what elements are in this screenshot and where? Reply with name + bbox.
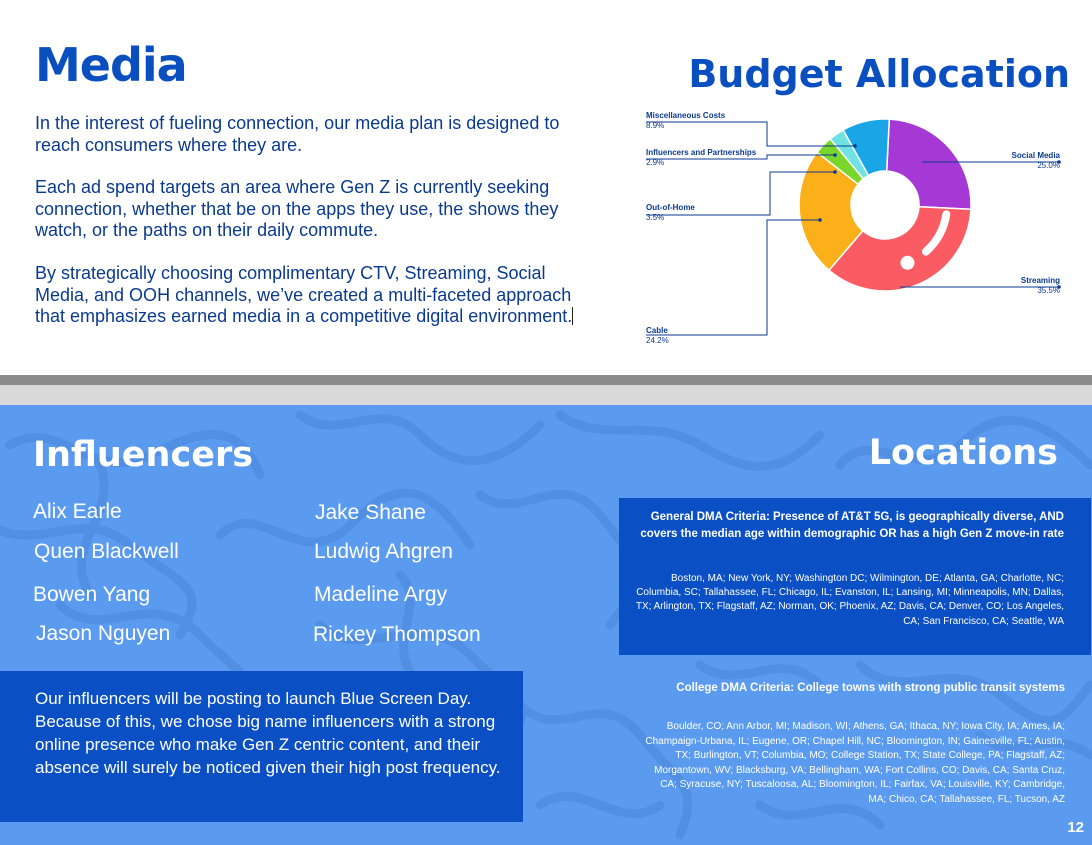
media-paragraph-3 — [35, 263, 583, 328]
section-gap — [0, 385, 1092, 405]
influencer-name: Alix Earle — [33, 500, 122, 523]
donut-highlight-dot — [900, 256, 914, 270]
label-cable-pct: 24.2% — [646, 336, 669, 345]
general-dma-locations: Boston, MA; New York, NY; Washington DC; Wilmington, DE; Atlanta, GA; Charlotte, NC; Columbia, SC; Tallahassee, FL; Chicago, IL; Evanston, IL; Lansing, MI; Minneapolis, MN; Dallas, TX; Arlington, TX; Flagstaff, AZ; Norman, OK; Phoenix, AZ; Davis, CA; Denver, CO; Los Angeles, CA; San Francisco, CA; Seattle, WA — [635, 573, 1064, 627]
leader-line-cable — [646, 220, 820, 335]
label-cable — [646, 326, 669, 346]
label-misc-name: Miscellaneous Costs — [646, 111, 726, 120]
label-streaming — [960, 276, 1060, 296]
section-divider — [0, 375, 1092, 385]
label-misc — [646, 111, 725, 131]
label-misc-pct: 8.9% — [646, 121, 665, 130]
influencer-name: Ludwig Ahgren — [314, 540, 453, 563]
label-streaming-pct: 35.5% — [1037, 286, 1060, 295]
influencer-name: Bowen Yang — [33, 583, 151, 606]
donut-slice-social-media — [887, 119, 971, 209]
college-dma-criteria: College DMA Criteria: College towns with strong public transit systems — [676, 682, 1065, 694]
budget-title: Budget Allocation — [688, 52, 1070, 96]
general-dma-criteria: General DMA Criteria: Presence of AT&T 5G, is geographically diverse, AND covers the median age within demographic OR has a high Gen Z move-in rate — [640, 511, 1064, 540]
label-ooh-name: Out-of-Home — [646, 203, 695, 212]
leader-dot-misc — [853, 144, 857, 148]
leader-dot-ooh — [833, 170, 837, 174]
influencers-description-box — [0, 671, 523, 822]
label-social-pct: 25.0% — [1037, 161, 1060, 170]
media-title: Media — [35, 38, 187, 92]
influencer-name: Madeline Argy — [314, 583, 448, 606]
influencer-name: Jake Shane — [315, 501, 426, 524]
label-social — [960, 151, 1060, 171]
media-section — [0, 0, 1092, 375]
label-social-name: Social Media — [1011, 151, 1060, 160]
influencers-locations-section — [0, 405, 1092, 845]
media-paragraph-3-text: By strategically choosing complimentary CTV, Streaming, Social Media, and OOH channels, we’ve created a multi-faceted approach that emphasizes earned media in a competitive digital environment. — [35, 263, 573, 326]
media-paragraph-1: In the interest of fueling connection, our media plan is designed to reach consumers where they are. — [35, 113, 560, 155]
influencers-description: Our influencers will be posting to launch Blue Screen Day. Because of this, we chose big name influencers with a strong online presence who make Gen Z centric content, and their absence will surely be noticed given their high post frequency. — [35, 689, 501, 777]
label-influencers — [646, 148, 756, 168]
label-influencers-name: Influencers and Partnerships — [646, 148, 757, 157]
leader-dot-influencers — [833, 153, 837, 157]
budget-donut-chart — [640, 108, 1092, 358]
media-paragraph-2: Each ad spend targets an area where Gen Z is currently seeking connection, whether that be on the apps they use, the shows they watch, or the paths on their daily commute. — [35, 177, 559, 240]
label-cable-name: Cable — [646, 326, 668, 335]
page-number: 12 — [1067, 819, 1084, 836]
label-influencers-pct: 2.9% — [646, 158, 665, 167]
influencer-name: Quen Blackwell — [34, 540, 179, 563]
label-ooh — [646, 203, 695, 223]
label-streaming-name: Streaming — [1020, 276, 1060, 285]
influencer-name: Rickey Thompson — [313, 623, 481, 646]
general-dma-box — [619, 498, 1091, 655]
leader-dot-cable — [818, 218, 822, 222]
influencer-name: Jason Nguyen — [36, 622, 171, 645]
label-ooh-pct: 3.5% — [646, 213, 665, 222]
locations-heading: Locations — [868, 433, 1058, 473]
influencers-heading: Influencers — [33, 435, 254, 475]
text-cursor — [572, 307, 573, 325]
college-dma-locations: Boulder, CO; Ann Arbor, MI; Madison, WI; Athens, GA; Ithaca, NY; Iowa City, IA; Ames, IA; Champaign-Urbana, IL; Eugene, OR; Chapel Hill, NC; Bloomington, IN; Gainesville, FL; Austin, TX; Burlington, VT; Columbia, MO; College Station, TX; State College, PA; Flagstaff, AZ; Morgantown, WV; Blacksburg, VA; Bellingham, WA; Fort Collins, CO; Davis, CA; Santa Cruz, CA; Syracuse, NY; Tuscaloosa, AL; Bloomington, IL; Fairfax, VA; Louisville, KY; Cambridge, MA; Chico, CA; Tallahassee, FL; Tucson, AZ — [645, 721, 1065, 805]
